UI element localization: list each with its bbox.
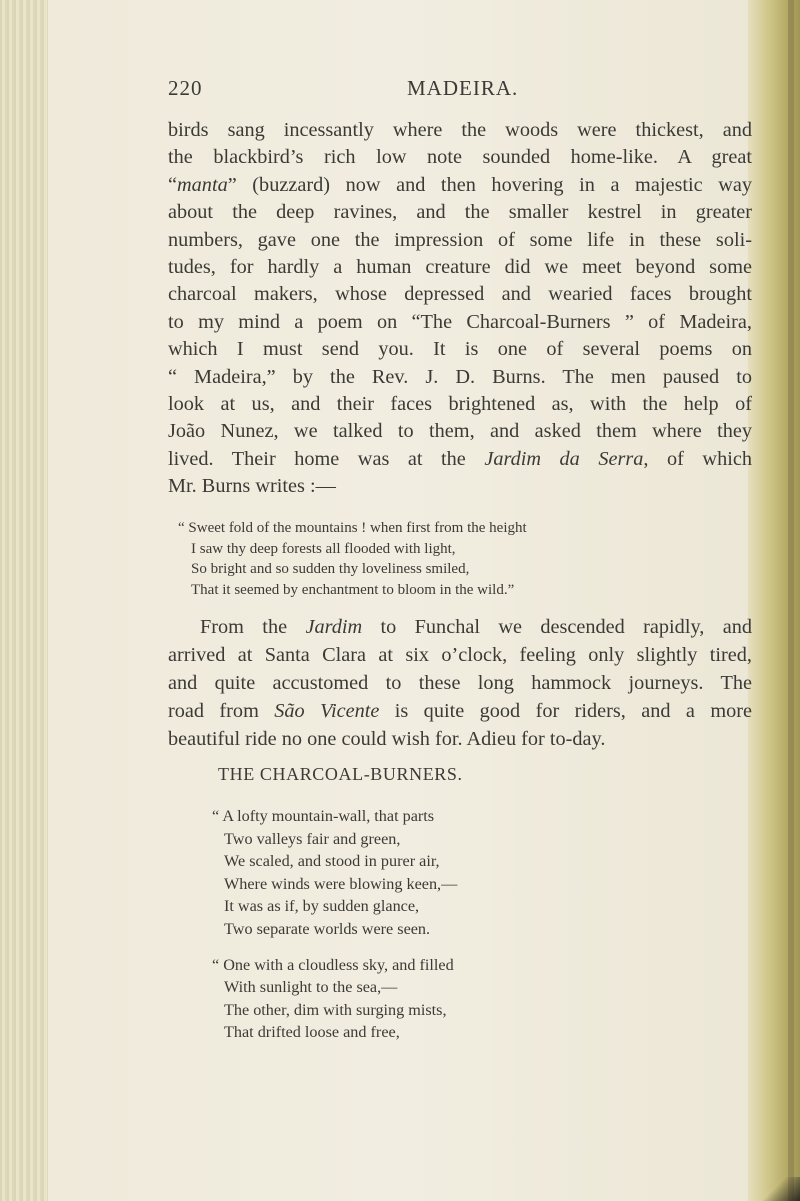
poem-line: That drifted loose and free, (224, 1023, 400, 1042)
poem-line: Two separate worlds were seen. (224, 919, 431, 938)
running-head (168, 76, 728, 102)
text-span: to Funchal we descended rapidly, and (362, 616, 752, 638)
text-line: “ Madeira,” by the Rev. J. D. Burns. The men paused to (168, 365, 752, 388)
page-edge-shadow (788, 0, 794, 1201)
text-line: look at us, and their faces brightened as, with the help of (168, 392, 752, 415)
text-line: and quite accustomed to these long hammock journeys. The (168, 672, 752, 694)
text-span: “ (168, 173, 178, 196)
text-span: From the (200, 616, 306, 638)
verse-line: “ Sweet fold of the mountains ! when first from the height (178, 520, 527, 536)
page-corner-shadow (760, 1177, 800, 1201)
verse-line: So bright and so sudden thy loveliness smiled, (191, 561, 470, 578)
italic-term: Jardim (305, 616, 363, 638)
text-line: João Nunez, we talked to them, and asked them where they (168, 420, 752, 443)
page-gutter (0, 0, 48, 1201)
text-line (168, 446, 752, 473)
italic-term: manta (177, 173, 228, 196)
text-line: arrived at Santa Clara at six o’clock, feeling only slightly tired, (168, 644, 752, 666)
running-title: MADEIRA. (407, 76, 519, 100)
text-line: birds sang incessantly where the woods were thickest, and (168, 119, 752, 141)
text-span: ” (buzzard) now and then hovering in a majestic way (227, 173, 752, 196)
text-span: road from (168, 700, 275, 722)
text-line: charcoal makers, whose depressed and wearied faces brought (168, 283, 752, 306)
text-line: numbers, gave one the impression of some life in these soli- (168, 228, 752, 251)
poem-line: Where winds were blowing keen,— (224, 874, 458, 893)
text-line: Mr. Burns writes :— (168, 475, 336, 498)
paragraph-1 (168, 117, 752, 500)
text-line (168, 172, 752, 199)
text-line: about the deep ravines, and the smaller kestrel in greater (168, 201, 752, 224)
paragraph-2 (168, 613, 752, 753)
text-span: , of which (643, 447, 752, 470)
poem-heading: THE CHARCOAL-BURNERS. (218, 764, 463, 784)
italic-term: São Vicente (274, 700, 380, 722)
text-line: the blackbird’s rich low note sounded home-like. A great (168, 146, 752, 169)
poem-line: It was as if, by sudden glance, (224, 897, 420, 916)
verse-line: I saw thy deep forests all flooded with light, (191, 540, 456, 557)
text-line: which I must send you. It is one of several poems on (168, 338, 752, 361)
text-line: tudes, for hardly a human creature did we meet beyond some (168, 255, 752, 278)
page-number: 220 (168, 76, 203, 100)
verse-line: That it seemed by enchantment to bloom in the wild.” (191, 581, 515, 598)
stanza-break (212, 941, 732, 954)
text-span: is quite good for riders, and a more (379, 700, 753, 722)
poem-line: Two valleys fair and green, (224, 829, 401, 848)
italic-term: Jardim da Serra (484, 447, 644, 470)
quoted-verse (178, 518, 738, 600)
poem-line: “ One with a cloudless sky, and filled (212, 955, 454, 974)
text-line: beautiful ride no one could wish for. Adieu for to-day. (168, 728, 606, 750)
text-span: lived. Their home was at the (168, 447, 485, 470)
text-line (168, 697, 752, 725)
poem (212, 805, 732, 1044)
text-line: to my mind a poem on “The Charcoal-Burners ” of Madeira, (168, 310, 752, 333)
poem-line: With sunlight to the sea,— (224, 978, 398, 997)
poem-line: “ A lofty mountain-wall, that parts (212, 807, 435, 825)
text-line (168, 613, 752, 641)
poem-line: The other, dim with surging mists, (224, 1000, 447, 1019)
poem-line: We scaled, and stood in purer air, (224, 852, 440, 871)
